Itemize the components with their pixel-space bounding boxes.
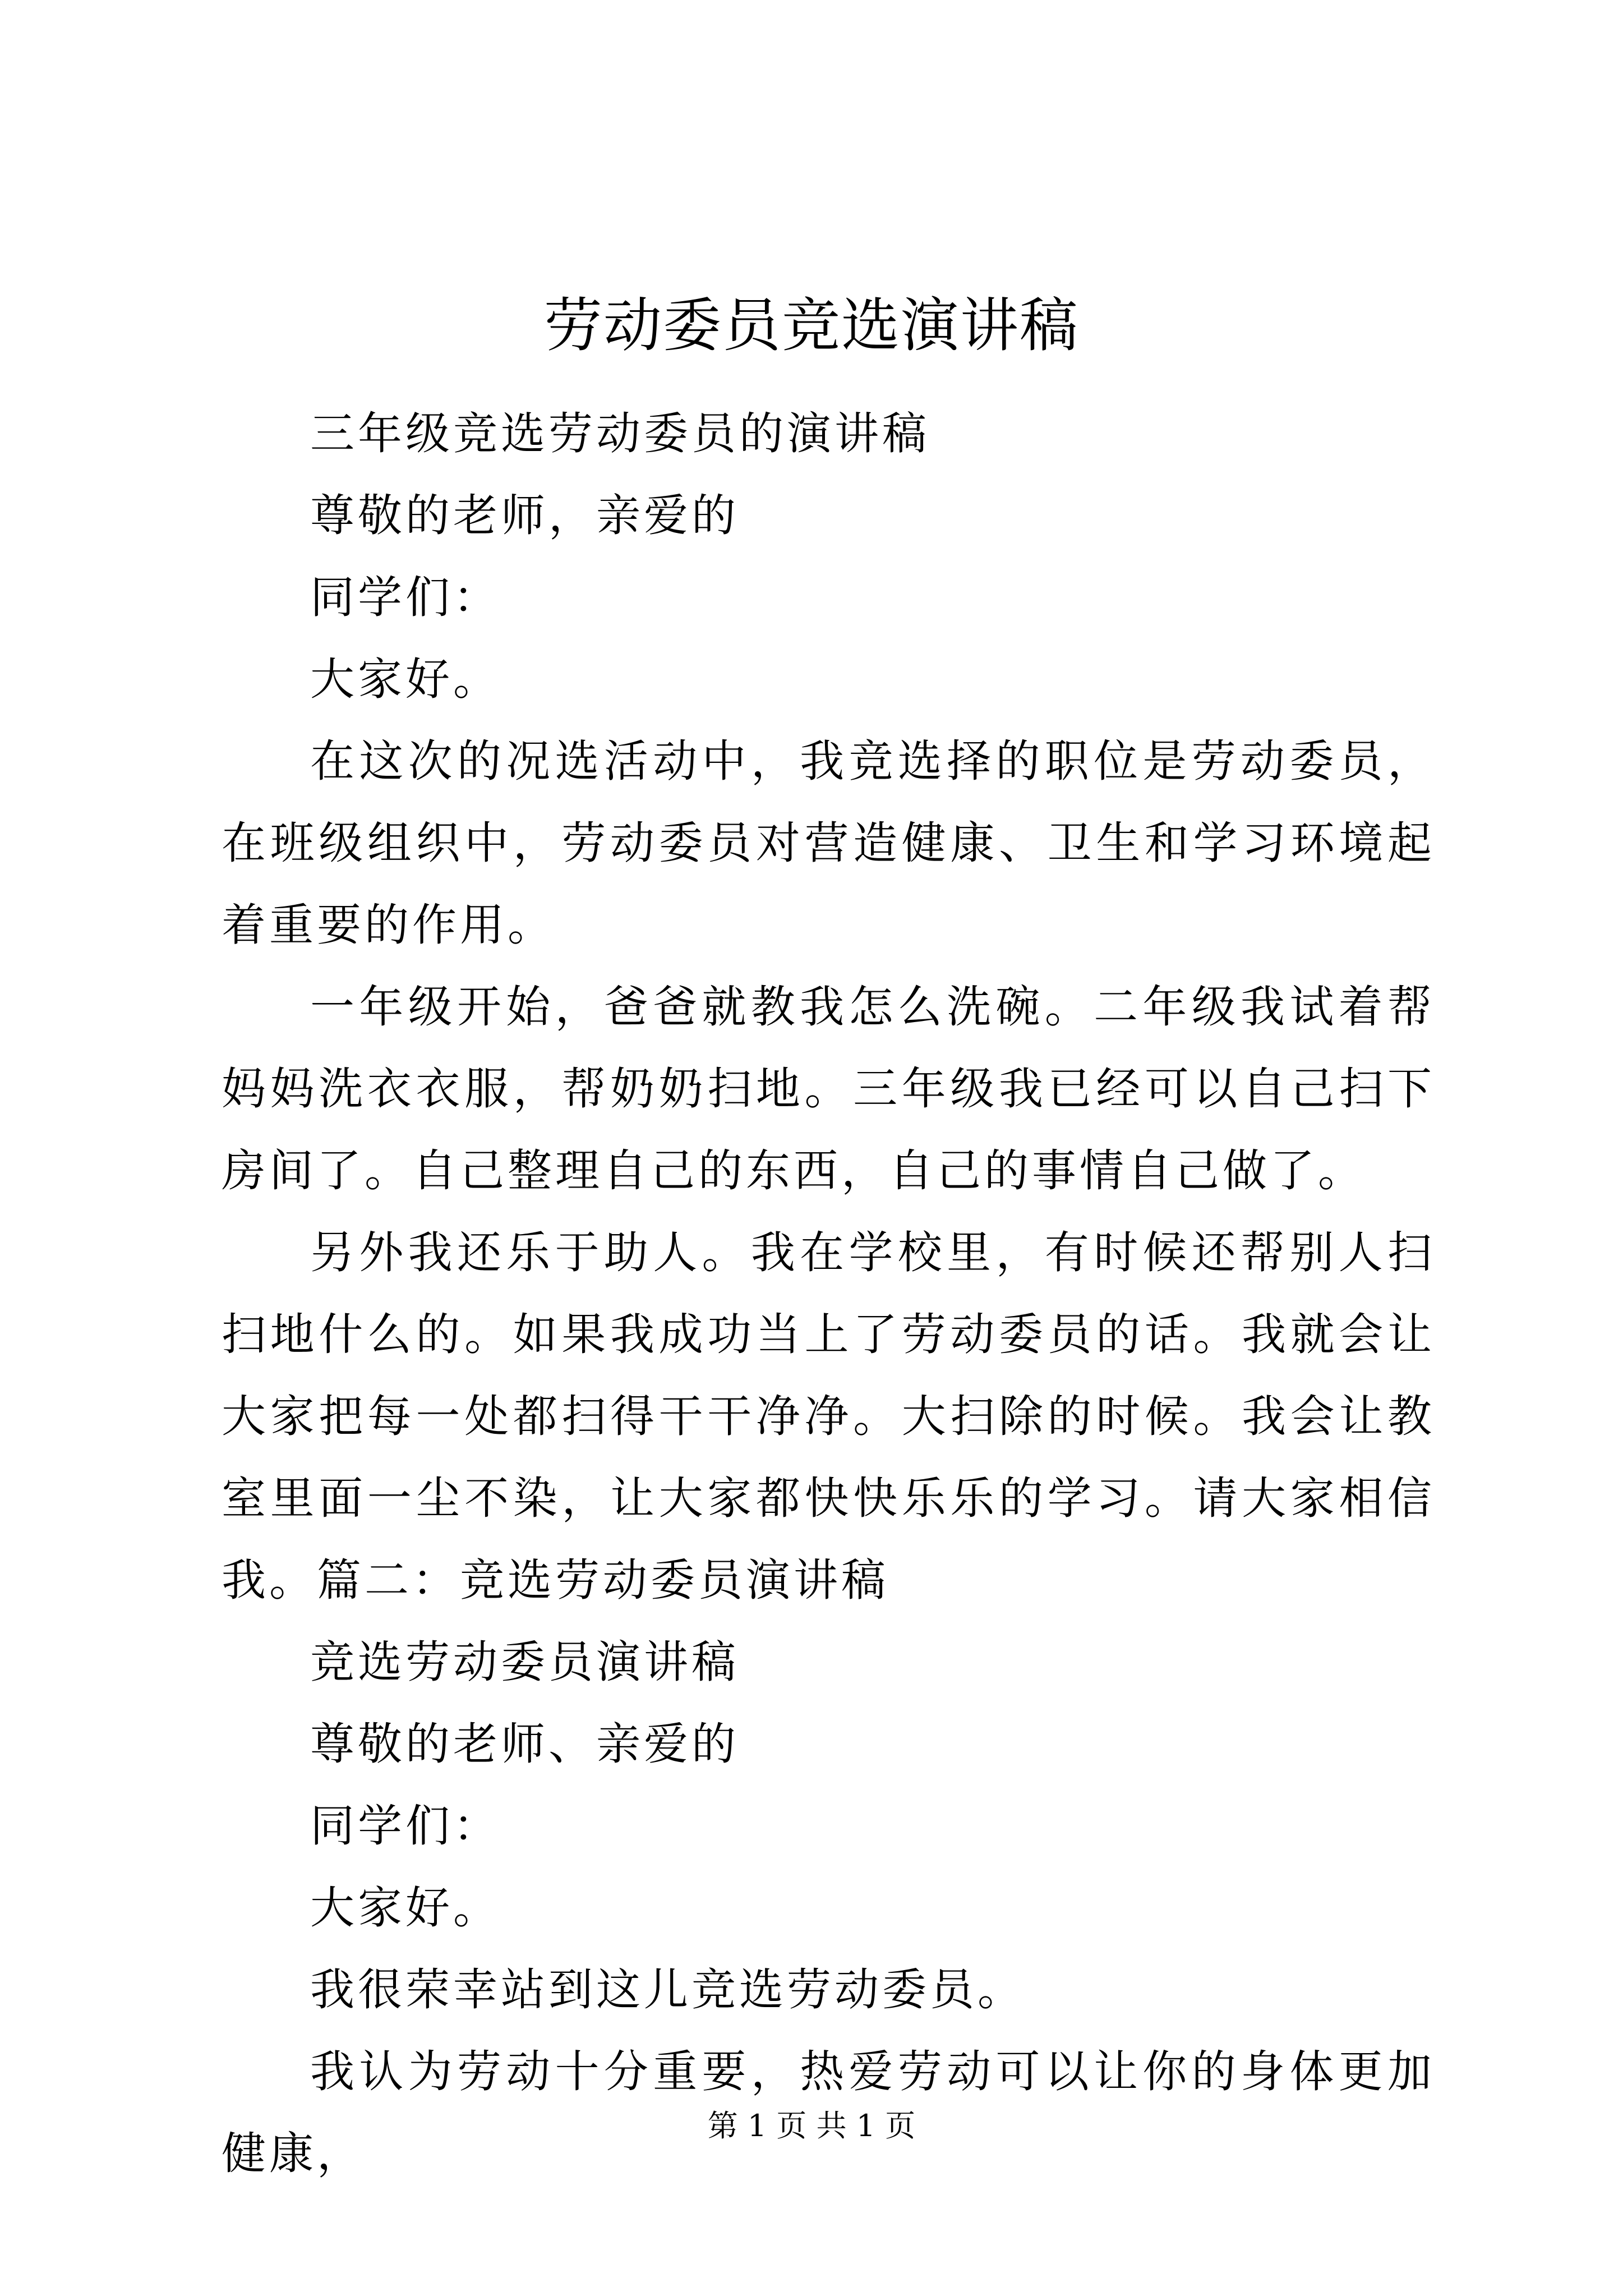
paragraph: 同学们： (310, 572, 501, 623)
paragraph: 另外我还乐于助人。我在学校里，有时候还帮别人扫扫地什么的。如果我成功当上了劳动委员的话。我就会让大家把每一处都扫得干干净净。大扫除的时候。我会让教室里面一尘不染，让大家都快快乐乐的学习。请大家相信我。篇二：竞选劳动委员演讲稿 (222, 1227, 1435, 1606)
paragraph: 我认为劳动十分重要，热爱劳动可以让你的身体更加健康， (222, 2046, 1435, 2179)
paragraph: 大家好。 (310, 654, 501, 705)
paragraph: 尊敬的老师、亲爱的 (310, 1718, 739, 1770)
paragraph: 我很荣幸站到这儿竞选劳动委员。 (310, 1964, 1025, 2016)
page-number-label: 第 1 页 共 1 页 (707, 2108, 916, 2143)
page-footer (0, 2106, 1623, 2146)
paragraph: 大家好。 (310, 1882, 501, 1934)
paragraph: 一年级开始，爸爸就教我怎么洗碗。二年级我试着帮妈妈洗衣衣服，帮奶奶扫地。三年级我已经可以自己扫下房间了。自己整理自己的东西，自己的事情自己做了。 (222, 981, 1435, 1197)
document-body (222, 393, 1435, 2194)
paragraph: 在这次的况选活动中，我竞选择的职位是劳动委员，在班级组织中，劳动委员对营造健康、卫生和学习环境起着重要的作用。 (222, 735, 1435, 951)
paragraph: 竞选劳动委员演讲稿 (310, 1636, 739, 1688)
paragraph: 三年级竞选劳动委员的演讲稿 (310, 408, 930, 459)
paragraph: 同学们： (310, 1800, 501, 1852)
document-title: 劳动委员竞选演讲稿 (543, 291, 1079, 360)
paragraph: 尊敬的老师，亲爱的 (310, 490, 739, 541)
